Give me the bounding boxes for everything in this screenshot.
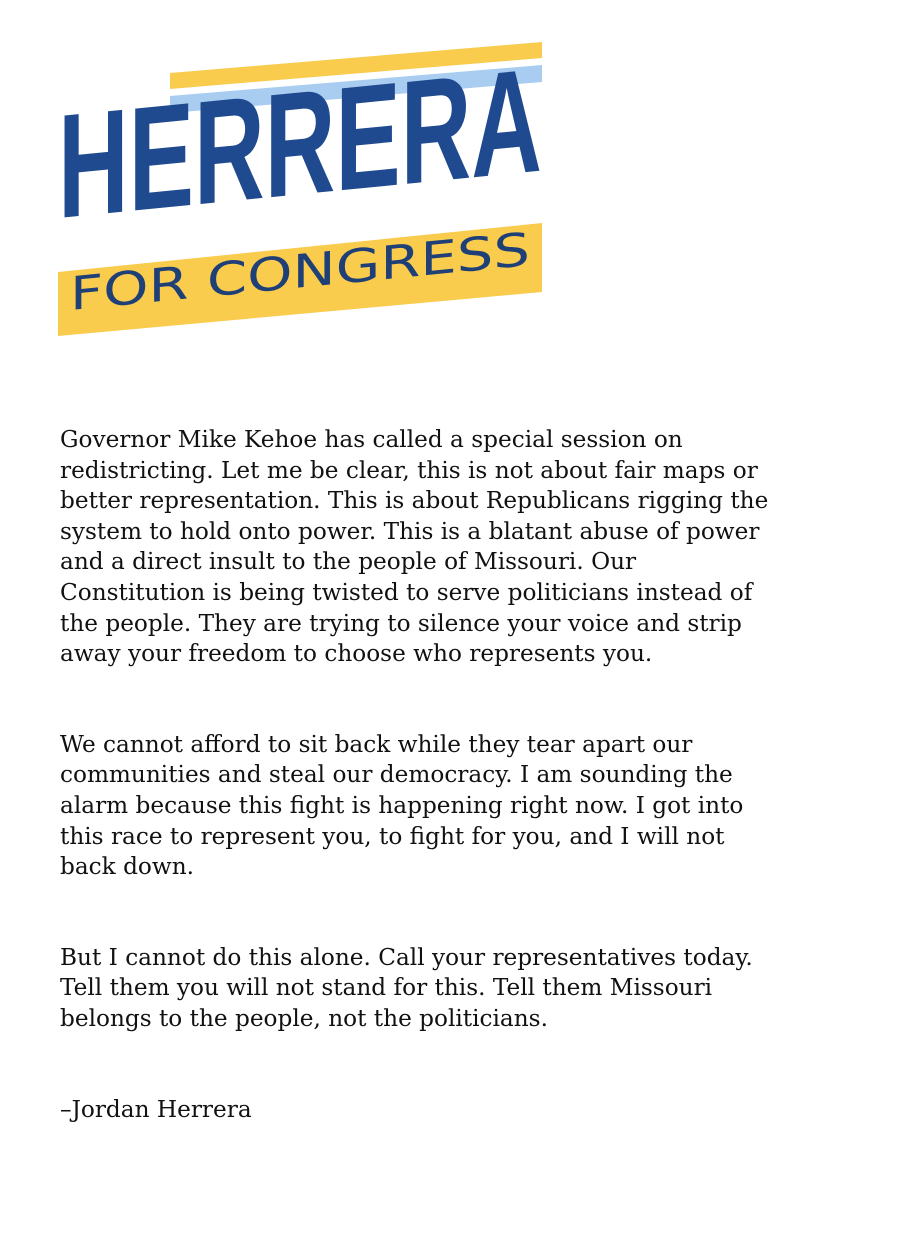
letter-signature: –Jordan Herrera — [60, 1095, 252, 1123]
campaign-logo-graphic — [58, 13, 790, 340]
letter-paragraph-2: We cannot afford to sit back while they tear apart our communities and steal our democracy. I am sounding the alarm because this fight is happening right now. I got into this race to represent you, to fight for you, and I will not back down. — [60, 730, 744, 881]
letter-paragraph-3: But I cannot do this alone. Call your representatives today. Tell them you will not stand for this. Tell them Missouri belongs to the people, not the politicians. — [60, 943, 753, 1032]
letter-body — [60, 425, 780, 1125]
letter-paragraph-1: Governor Mike Kehoe has called a special session on redistricting. Let me be clear, this is not about fair maps or better representation. This is about Republicans rigging the system to hold onto power. This is a blatant abuse of power and a direct insult to the people of Missouri. Our Constitution is being twisted to serve politicians instead of the people. They are trying to silence your voice and strip away your freedom to choose who represents you. — [60, 426, 769, 668]
campaign-logo — [58, 13, 790, 340]
logo-wordmark: HERRERA — [58, 13, 790, 250]
logo-tagline: FOR CONGRESS — [70, 231, 438, 321]
